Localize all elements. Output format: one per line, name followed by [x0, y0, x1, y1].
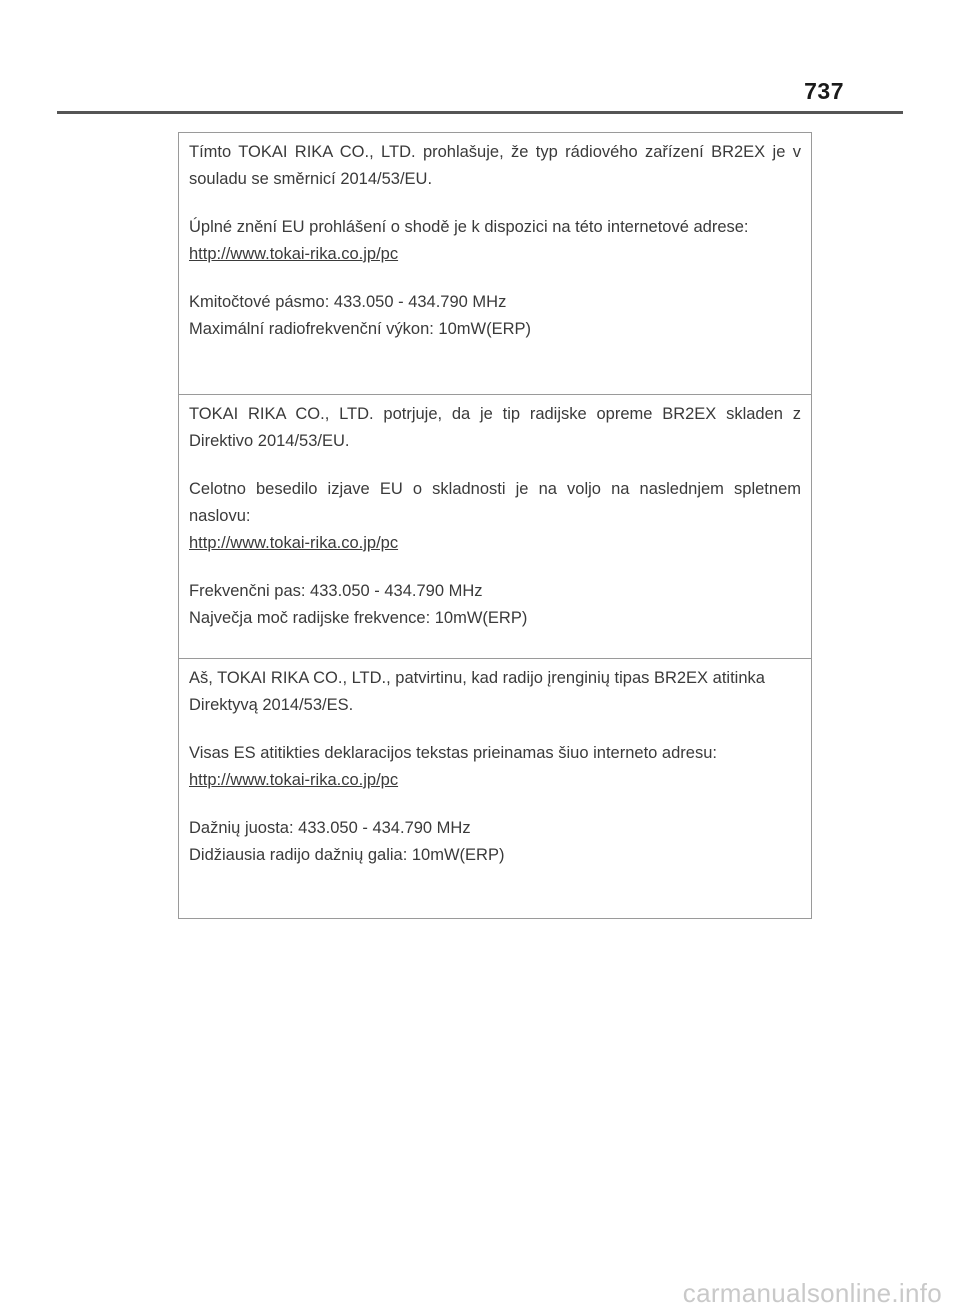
frequency-band: Frekvenčni pas: 433.050 - 434.790 MHz	[189, 582, 483, 600]
conformity-statement: Aš, TOKAI RIKA CO., LTD., patvirtinu, kad radijo įrenginių tipas BR2EX atitinka Direktyvą 2014/53/ES.	[189, 669, 765, 714]
max-power: Maximální radiofrekvenční výkon: 10mW(ERP)	[189, 320, 532, 338]
header-rule	[57, 111, 903, 114]
availability-text: Úplné znění EU prohlášení o shodě je k dispozici na této internetové adrese:	[189, 218, 749, 236]
max-power: Največja moč radijske frekvence: 10mW(ERP)	[189, 609, 528, 627]
frequency-band: Dažnių juosta: 433.050 - 434.790 MHz	[189, 819, 471, 837]
availability-text: Celotno besedilo izjave EU o skladnosti je na voljo na naslednjem spletnem naslovu:	[189, 480, 801, 525]
conformity-statement: TOKAI RIKA CO., LTD. potrjuje, da je tip radijske opreme BR2EX skladen z Direktivo 2014/53/EU.	[189, 405, 801, 450]
declaration-section-czech	[179, 133, 811, 395]
declaration-section-slovenian	[179, 395, 811, 659]
declaration-box	[178, 132, 812, 919]
declaration-section-lithuanian	[179, 659, 811, 918]
page-number: 737	[804, 78, 844, 104]
frequency-band: Kmitočtové pásmo: 433.050 - 434.790 MHz	[189, 293, 507, 311]
availability-text: Visas ES atitikties deklaracijos tekstas prieinamas šiuo interneto adresu:	[189, 744, 717, 762]
declaration-link[interactable]: http://www.tokai-rika.co.jp/pc	[189, 245, 399, 263]
site-watermark: carmanualsonline.info	[682, 1278, 942, 1308]
max-power: Didžiausia radijo dažnių galia: 10mW(ERP)	[189, 846, 505, 864]
declaration-link[interactable]: http://www.tokai-rika.co.jp/pc	[189, 534, 399, 552]
conformity-statement: Tímto TOKAI RIKA CO., LTD. prohlašuje, že typ rádiového zařízení BR2EX je v souladu se směrnicí 2014/53/EU.	[189, 143, 801, 188]
declaration-link[interactable]: http://www.tokai-rika.co.jp/pc	[189, 771, 399, 789]
